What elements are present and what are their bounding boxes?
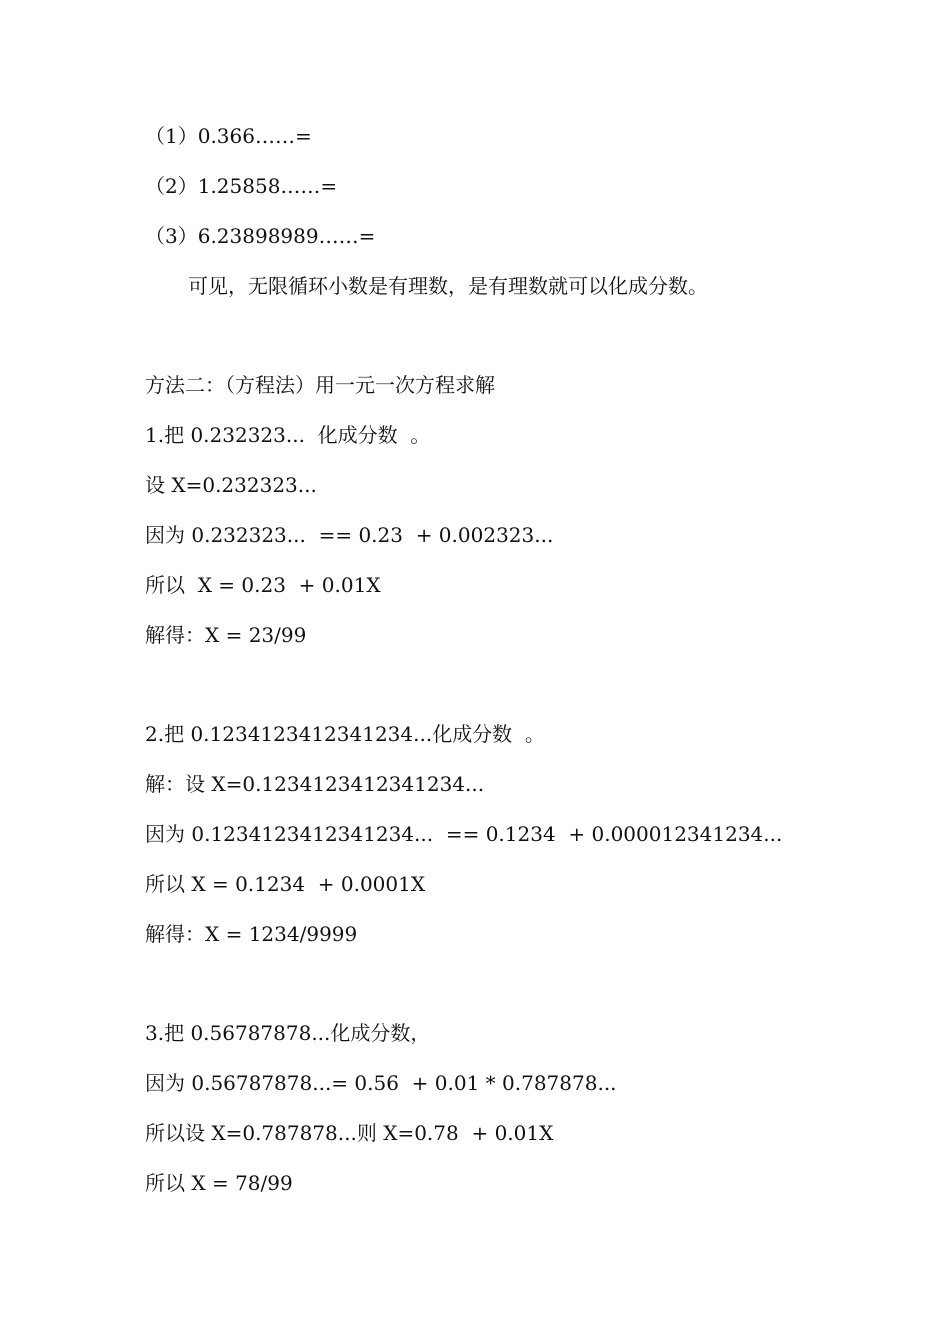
example-2-step: 因为 0.1234123412341234... == 0.1234 + 0.000012341234... xyxy=(145,822,783,846)
exercise-3-line: （3）6.23898989……= xyxy=(145,224,376,248)
example-2-title: 2.把 0.1234123412341234...化成分数 。 xyxy=(145,722,545,746)
example-3-title: 3.把 0.56787878...化成分数， xyxy=(145,1021,431,1045)
exercise-2-line: （2）1.25858……= xyxy=(145,174,338,198)
example-1-title: 1.把 0.232323... 化成分数 。 xyxy=(145,423,431,447)
example-3-step: 所以设 X=0.787878...则 X=0.78 + 0.01X xyxy=(145,1121,554,1145)
example-3-result: 所以 X = 78/99 xyxy=(145,1171,293,1195)
example-1-step: 所以 X = 0.23 + 0.01X xyxy=(145,573,381,597)
example-3-step: 因为 0.56787878...= 0.56 + 0.01 * 0.787878... xyxy=(145,1071,617,1095)
example-2-step: 解：设 X=0.1234123412341234... xyxy=(145,772,485,796)
method-two-heading: 方法二：（方程法）用一元一次方程求解 xyxy=(145,373,495,397)
example-2-step: 所以 X = 0.1234 + 0.0001X xyxy=(145,872,426,896)
example-1-result: 解得：X = 23/99 xyxy=(145,623,307,647)
example-2-result: 解得：X = 1234/9999 xyxy=(145,922,358,946)
example-1-step: 因为 0.232323... == 0.23 + 0.002323... xyxy=(145,523,554,547)
example-1-step: 设 X=0.232323... xyxy=(145,473,317,497)
exercise-1-line: （1）0.366……= xyxy=(145,124,312,148)
conclusion-line: 可见，无限循环小数是有理数，是有理数就可以化成分数。 xyxy=(188,274,708,298)
